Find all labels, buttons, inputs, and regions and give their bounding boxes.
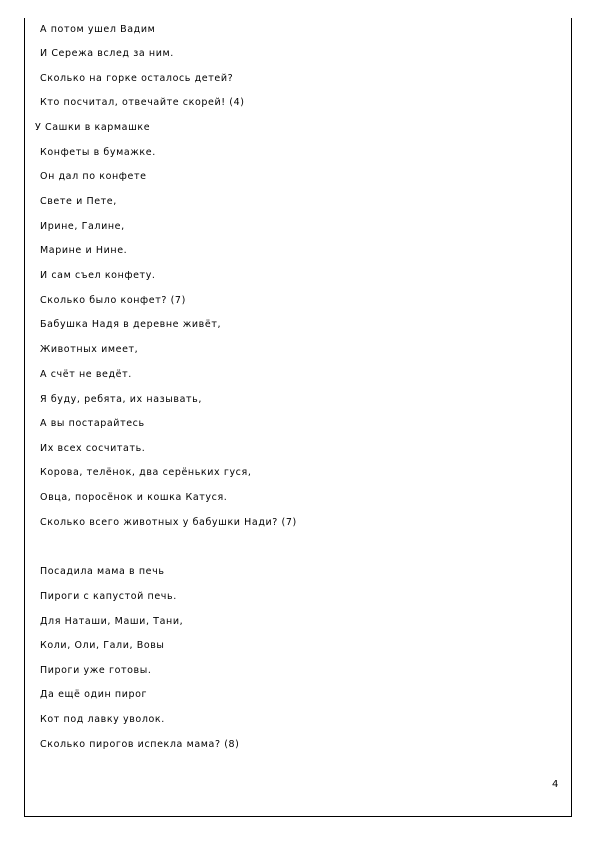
text-line: Я буду, ребята, их называть, (40, 394, 202, 405)
text-line: Сколько всего животных у бабушки Нади? (7) (40, 517, 297, 528)
text-line: Бабушка Надя в деревне живёт, (40, 319, 222, 330)
text-line: Животных имеет, (40, 344, 139, 355)
text-line: Пироги уже готовы. (40, 665, 152, 676)
text-line: Для Наташи, Маши, Тани, (40, 616, 184, 627)
text-line: Марине и Нине. (40, 245, 128, 256)
text-line: Пироги с капустой печь. (40, 591, 177, 602)
text-line: Свете и Пете, (40, 196, 117, 207)
text-line: А потом ушел Вадим (40, 24, 156, 35)
text-line: И Сережа вслед за ним. (40, 48, 174, 59)
text-line: А вы постарайтесь (40, 418, 145, 429)
text-line: Ирине, Галине, (40, 221, 125, 232)
text-line: Кот под лавку уволок. (40, 714, 165, 725)
text-line: Сколько пирогов испекла мама? (8) (40, 739, 240, 750)
text-line: Овца, поросёнок и кошка Катуся. (40, 492, 228, 503)
text-line: Их всех сосчитать. (40, 443, 146, 454)
text-line: Да ещё один пирог (40, 689, 148, 700)
text-line: Конфеты в бумажке. (40, 147, 156, 158)
text-line: Посадила мама в печь (40, 566, 165, 577)
text-line: Сколько на горке осталось детей? (40, 73, 234, 84)
page-number: 4 (552, 779, 559, 790)
text-line: Сколько было конфет? (7) (40, 295, 186, 306)
text-line: Он дал по конфете (40, 171, 147, 182)
text-line: Корова, телёнок, два серёньких гуся, (40, 467, 252, 478)
text-line: А счёт не ведёт. (40, 369, 132, 380)
text-line: И сам съел конфету. (40, 270, 156, 281)
text-line: Коли, Оли, Гали, Вовы (40, 640, 165, 651)
text-line: Кто посчитал, отвечайте скорей! (4) (40, 97, 245, 108)
text-line: У Сашки в кармашке (35, 122, 151, 133)
